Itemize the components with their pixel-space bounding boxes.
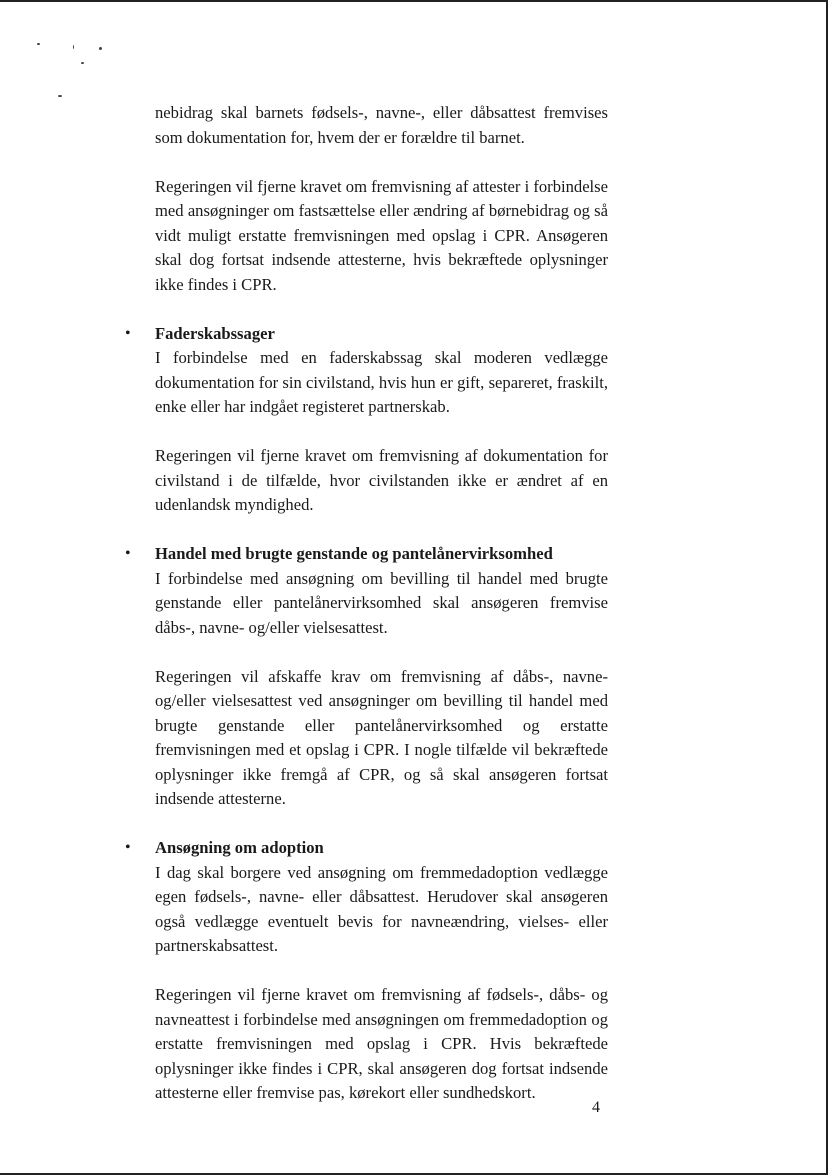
section-heading: Handel med brugte genstande og pantelånervirksomhed bbox=[155, 544, 553, 563]
scan-speck bbox=[81, 62, 84, 64]
section-handel bbox=[125, 542, 608, 812]
section-adoption bbox=[125, 836, 608, 1106]
scan-edge-top bbox=[0, 0, 828, 2]
scan-speck bbox=[37, 43, 40, 45]
paragraph: I forbindelse med ansøgning om bevilling til handel med brugte genstande eller pantelånervirksomhed skal ansøgeren fremvise dåbs-, navne- og/eller vielsesattest. bbox=[155, 568, 608, 637]
document-body bbox=[125, 101, 608, 1106]
bullet-icon: • bbox=[125, 324, 131, 342]
scan-speck bbox=[73, 45, 74, 49]
bullet-icon: • bbox=[125, 839, 131, 856]
paragraph: I forbindelse med en faderskabssag skal moderen vedlægge dokumentation for sin civilstand, hvis hun er gift, separeret, fraskilt, enke eller har indgået registeret partnerskab. bbox=[155, 348, 608, 416]
paragraph: Regeringen vil afskaffe krav om fremvisning af dåbs-, navne- og/eller vielsesattest ved ansøgninger om bevilling til handel med brugte genstande eller pantelånervirksomhed og erstatte fremvisningen med et opslag i CPR. I nogle tilfælde vil bekræftede oplysninger ikke fremgå af CPR, og så skal ansøgeren fortsat indsende attesterne. bbox=[155, 666, 608, 808]
scan-speck bbox=[58, 95, 62, 97]
scan-speck bbox=[99, 47, 102, 50]
paragraph: Regeringen vil fjerne kravet om fremvisning af dokumentation for civilstand i de tilfælde, hvor civilstanden ikke er ændret af en udenlandsk myndighed. bbox=[155, 446, 608, 514]
section-heading: Ansøgning om adoption bbox=[155, 838, 324, 857]
bullet-icon: • bbox=[125, 545, 131, 562]
section-faderskabssager bbox=[125, 322, 608, 518]
paragraph: Regeringen vil fjerne kravet om fremvisning af fødsels-, dåbs- og navneattest i forbindelse med ansøgningen om fremmedadoption og erstatte fremvisningen med opslag i CPR. Hvis bekræftede oplysninger ikke findes i CPR, skal ansøgeren dog fortsat indsende attesterne eller fremvise pas, kørekort eller sundhedskort. bbox=[155, 985, 608, 1102]
paragraph: nebidrag skal barnets fødsels-, navne-, eller dåbsattest fremvises som dokumentation for, hvem der er forældre til barnet. bbox=[155, 103, 608, 147]
paragraph: Regeringen vil fjerne kravet om fremvisning af attester i forbindelse med ansøgninger om fastsættelse eller ændring af børnebidrag og så vidt muligt erstatte fremvisningen med opslag i CPR. Ansøgeren skal dog fortsat indsende attesterne, hvis bekræftede oplysninger ikke findes i CPR. bbox=[155, 176, 608, 294]
section-heading: Faderskabssager bbox=[155, 323, 275, 343]
paragraph: I dag skal borgere ved ansøgning om fremmedadoption vedlægge egen fødsels-, navne- eller dåbsattest. Herudover skal ansøgeren også vedlægge eventuelt bevis for navneændring, vielses- eller partnerskabsattest. bbox=[155, 862, 608, 955]
page-number: 4 bbox=[592, 1099, 600, 1116]
